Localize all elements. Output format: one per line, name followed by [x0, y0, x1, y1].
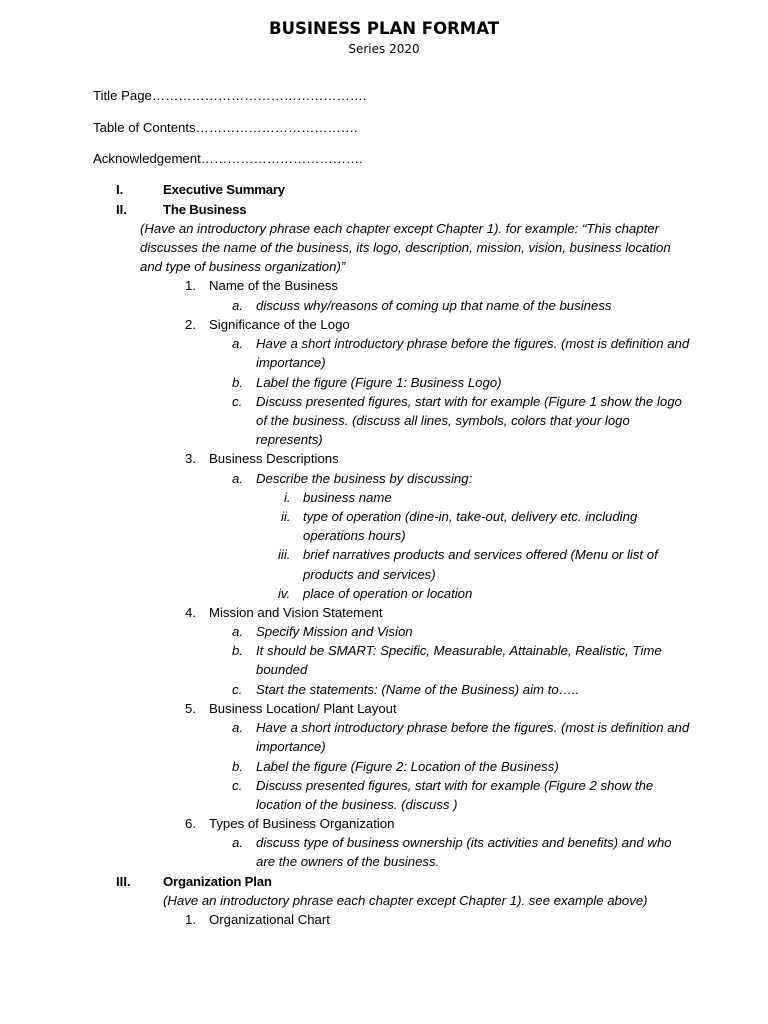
item-number: 6.: [185, 816, 196, 831]
item-number: 1.: [185, 912, 196, 927]
subsub-text: brief narratives products and services offered (Menu or list of: [303, 547, 658, 562]
subsub-marker: iv.: [278, 586, 291, 601]
sub-marker: c.: [232, 682, 243, 697]
sub-text: discuss why/reasons of coming up that name of the business: [256, 298, 612, 313]
subsub-marker: iii.: [278, 547, 291, 562]
sub-text: importance): [256, 739, 326, 754]
subsub-text: operations hours): [303, 528, 406, 543]
front-matter-table-of-contents: Table of Contents……………………………….: [93, 120, 358, 135]
subsub-marker: ii.: [281, 509, 291, 524]
item-title-name-of-business: Name of the Business: [209, 278, 339, 293]
sub-marker: c.: [232, 394, 243, 409]
sub-text: importance): [256, 355, 326, 370]
item-number: 1.: [185, 278, 196, 293]
sub-text: Discuss presented figures, start with for example (Figure 2 show the: [256, 778, 654, 793]
item-title-mission-vision: Mission and Vision Statement: [209, 605, 383, 620]
sub-text: Describe the business by discussing:: [256, 471, 473, 486]
sub-text: Label the figure (Figure 1: Business Logo): [256, 375, 502, 390]
sub-text: are the owners of the business.: [256, 854, 440, 869]
item-title-types-of-organization: Types of Business Organization: [209, 816, 395, 831]
document-title: BUSINESS PLAN FORMAT: [269, 19, 499, 38]
subsub-marker: i.: [284, 490, 291, 505]
chapter-intro-line: and type of business organization)”: [140, 259, 346, 274]
chapter-title-organization-plan: Organization Plan: [163, 874, 272, 889]
subsub-text: business name: [303, 490, 392, 505]
sub-marker: b.: [232, 759, 243, 774]
sub-text: Discuss presented figures, start with for example (Figure 1 show the logo: [256, 394, 682, 409]
item-number: 3.: [185, 451, 196, 466]
front-matter-title-page: Title Page………………………………………….: [93, 88, 367, 103]
chapter-title-executive-summary: Executive Summary: [163, 182, 285, 197]
sub-marker: a.: [232, 624, 243, 639]
sub-text: Have a short introductory phrase before the figures. (most is definition and: [256, 720, 690, 735]
sub-text: discuss type of business ownership (its activities and benefits) and who: [256, 835, 672, 850]
item-title-organizational-chart: Organizational Chart: [209, 912, 330, 927]
subsub-text: type of operation (dine-in, take-out, delivery etc. including: [303, 509, 638, 524]
chapter-intro-line: (Have an introductory phrase each chapter except Chapter 1). for example: “This chapter: [140, 221, 659, 236]
item-title-business-location: Business Location/ Plant Layout: [209, 701, 397, 716]
sub-marker: a.: [232, 835, 243, 850]
front-matter-acknowledgement: Acknowledgement……………………………….: [93, 151, 363, 166]
sub-marker: b.: [232, 643, 243, 658]
sub-marker: a.: [232, 471, 243, 486]
subsub-text: place of operation or location: [303, 586, 473, 601]
chapter-numeral: II.: [116, 202, 127, 217]
item-number: 5.: [185, 701, 196, 716]
item-number: 4.: [185, 605, 196, 620]
sub-marker: b.: [232, 375, 243, 390]
sub-marker: a.: [232, 720, 243, 735]
item-title-significance-of-logo: Significance of the Logo: [209, 317, 350, 332]
sub-marker: a.: [232, 336, 243, 351]
sub-text: represents): [256, 432, 323, 447]
sub-text: Have a short introductory phrase before the figures. (most is definition and: [256, 336, 690, 351]
chapter-numeral: III.: [116, 874, 131, 889]
sub-text: of the business. (discuss all lines, symbols, colors that your logo: [256, 413, 630, 428]
sub-text: It should be SMART: Specific, Measurable, Attainable, Realistic, Time: [256, 643, 662, 658]
chapter-intro-line: discusses the name of the business, its logo, description, mission, vision, business location: [140, 240, 671, 255]
sub-text: Label the figure (Figure 2: Location of the Business): [256, 759, 559, 774]
chapter-intro-line: (Have an introductory phrase each chapter except Chapter 1). see example above): [163, 893, 648, 908]
sub-text: Start the statements: (Name of the Business) aim to…..: [256, 682, 580, 697]
chapter-numeral: I.: [116, 182, 124, 197]
item-title-business-descriptions: Business Descriptions: [209, 451, 339, 466]
sub-text: location of the business. (discuss ): [256, 797, 458, 812]
sub-marker: c.: [232, 778, 243, 793]
document-subtitle: Series 2020: [348, 42, 420, 56]
chapter-title-the-business: The Business: [163, 202, 247, 217]
subsub-text: products and services): [303, 567, 436, 582]
sub-text: bounded: [256, 662, 308, 677]
item-number: 2.: [185, 317, 196, 332]
sub-text: Specify Mission and Vision: [256, 624, 413, 639]
sub-marker: a.: [232, 298, 243, 313]
